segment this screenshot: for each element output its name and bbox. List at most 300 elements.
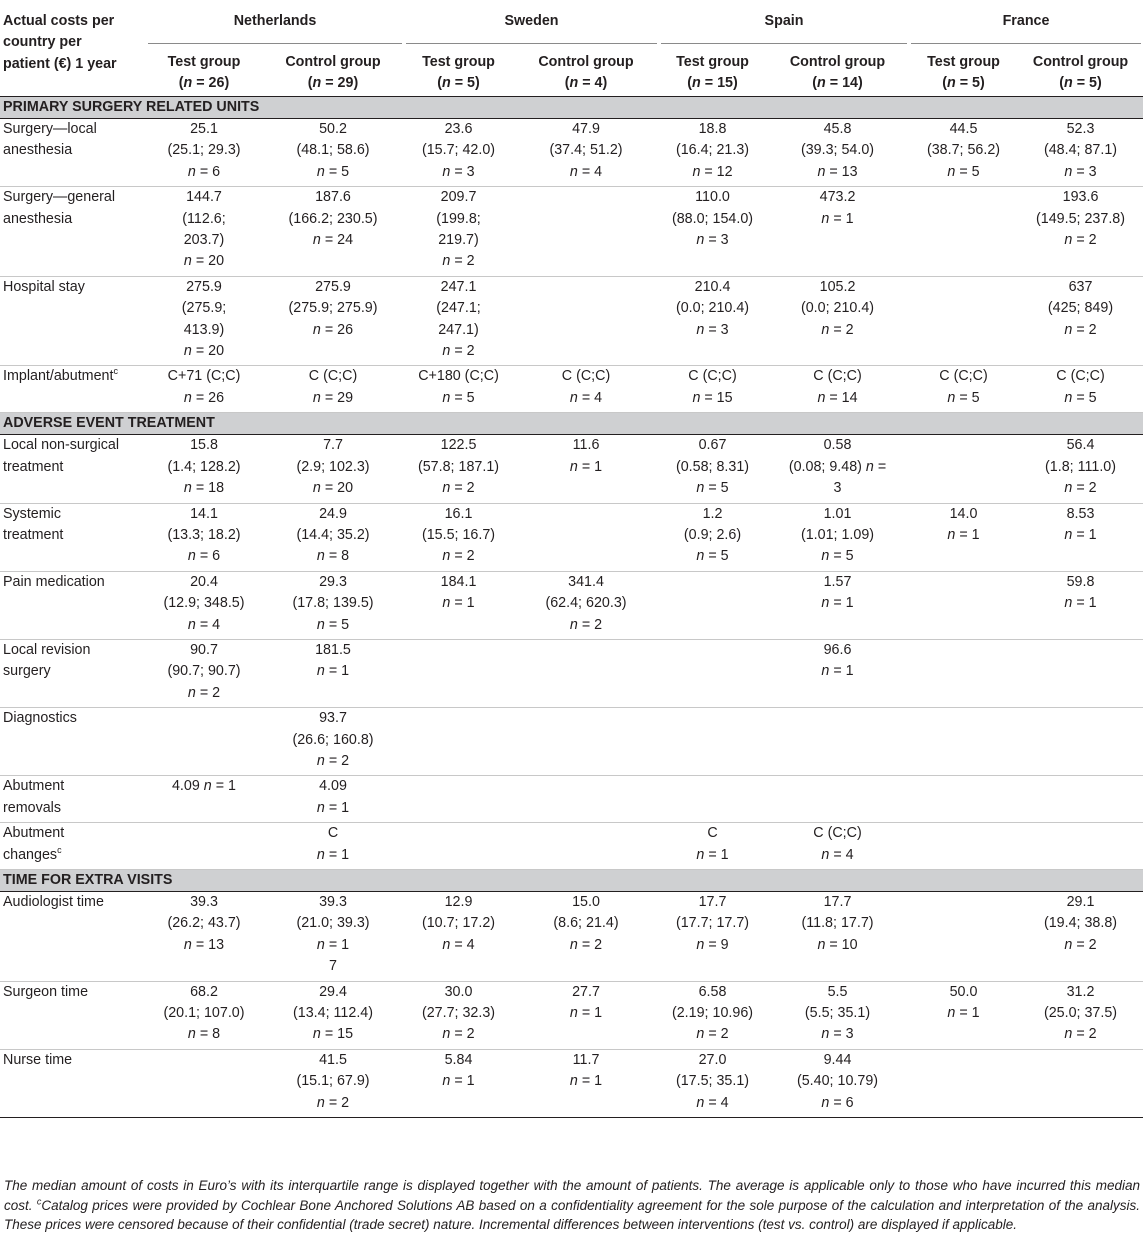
table-row	[0, 981, 1143, 1049]
value-line: n = 2	[442, 548, 475, 565]
row-label	[0, 276, 146, 366]
value-cell	[404, 639, 513, 707]
value-line: n = 12	[692, 163, 733, 180]
value-line: 29.3	[319, 573, 347, 590]
value-line: n = 2	[1064, 480, 1097, 497]
value-cell	[1018, 981, 1143, 1049]
value-line: (15.5; 16.7)	[421, 526, 496, 543]
group-n: (n = 29)	[307, 75, 359, 92]
row-label	[0, 981, 146, 1049]
value-line: 41.5	[319, 1051, 347, 1068]
row-label	[0, 571, 146, 639]
value-cell	[766, 503, 909, 571]
value-line: n = 1	[316, 799, 350, 816]
group-name: Test group	[422, 54, 495, 70]
value-line: (5.40; 10.79)	[796, 1073, 879, 1090]
value-line: n = 1	[1064, 595, 1097, 612]
value-line: n = 15	[692, 389, 733, 406]
value-line: n = 2	[316, 1094, 350, 1111]
value-line: (275.9; 275.9)	[288, 300, 378, 317]
value-line: (26.6; 160.8)	[292, 731, 374, 748]
value-cell	[1018, 892, 1143, 982]
value-line: n = 3	[1064, 163, 1097, 180]
value-line: (48.1; 58.6)	[296, 142, 370, 159]
value-cell	[1018, 276, 1143, 366]
value-line: n = 2	[821, 321, 854, 338]
value-line: (2.19; 10.96)	[671, 1005, 754, 1022]
value-line: (1.8; 111.0)	[1045, 458, 1117, 475]
value-line: (112.6;	[182, 210, 226, 227]
value-line: n = 20	[183, 343, 225, 360]
value-cell	[404, 708, 513, 776]
value-line: n = 13	[817, 163, 858, 180]
section-title: TIME FOR EXTRA VISITS	[0, 870, 1143, 892]
table-row	[0, 708, 1143, 776]
value-cell	[146, 119, 262, 187]
value-line: (0.0; 210.4)	[675, 300, 750, 317]
value-line: (199.8;	[436, 210, 481, 227]
value-cell	[766, 776, 909, 823]
value-line: n = 3	[696, 321, 729, 338]
value-line: n = 4	[187, 616, 221, 633]
value-line: n = 3	[696, 232, 729, 249]
value-line: 39.3	[190, 894, 218, 910]
value-line: 0.67	[698, 437, 727, 454]
group-header-row	[0, 44, 1143, 97]
section-header-row	[0, 413, 1143, 435]
value-line: n = 13	[183, 936, 225, 953]
corner-label-line: patient (€) 1 year	[3, 55, 117, 72]
value-line: n = 1	[821, 663, 854, 680]
value-line: 275.9	[186, 278, 222, 295]
value-line: 44.5	[949, 121, 978, 137]
value-cell	[513, 119, 659, 187]
value-cell	[146, 276, 262, 366]
value-line: (8.6; 21.4)	[553, 915, 619, 932]
value-cell	[1018, 639, 1143, 707]
value-line: 96.6	[823, 641, 852, 658]
value-cell	[146, 981, 262, 1049]
value-line: (25.1; 29.3)	[167, 142, 241, 159]
value-cell	[659, 892, 766, 982]
value-line: 29.4	[319, 983, 347, 1000]
group-n: (n = 4)	[564, 75, 608, 92]
value-cell	[659, 639, 766, 707]
corner-label-line: Actual costs per	[3, 13, 115, 29]
value-cell	[909, 639, 1018, 707]
table-row	[0, 366, 1143, 413]
value-cell	[909, 435, 1018, 503]
value-line: 209.7	[440, 189, 477, 206]
value-line: n = 2	[696, 1026, 729, 1043]
value-line: 5.84	[444, 1051, 473, 1068]
table-row	[0, 1049, 1143, 1117]
table-row	[0, 119, 1143, 187]
value-line: 7	[329, 958, 337, 975]
value-line: C (C;C)	[561, 368, 611, 385]
value-cell	[766, 892, 909, 982]
value-line: n = 2	[442, 343, 475, 360]
value-cell	[909, 571, 1018, 639]
value-line: (20.1; 107.0)	[163, 1005, 245, 1022]
group-header	[766, 44, 909, 97]
value-cell	[262, 366, 404, 413]
row-label-line: Abutment	[3, 825, 65, 842]
row-label	[0, 119, 146, 187]
value-line: 210.4	[694, 278, 731, 295]
value-line: (15.1; 67.9)	[296, 1073, 370, 1090]
value-line: 3	[833, 480, 842, 497]
footnote-marker: c	[113, 366, 118, 377]
value-line: n = 3	[821, 1026, 854, 1043]
value-cell	[262, 435, 404, 503]
value-cell	[1018, 708, 1143, 776]
value-line: 39.3	[319, 894, 347, 910]
value-cell	[513, 435, 659, 503]
table-row	[0, 571, 1143, 639]
value-cell	[513, 571, 659, 639]
value-cell	[404, 435, 513, 503]
value-line: 275.9	[315, 278, 351, 295]
value-line: n = 8	[316, 548, 350, 565]
value-cell	[404, 366, 513, 413]
value-line: 144.7	[186, 189, 222, 206]
value-line: n = 26	[312, 321, 354, 338]
value-cell	[659, 187, 766, 277]
value-line: 4.09	[319, 778, 347, 795]
group-n: (n = 26)	[178, 75, 230, 92]
value-line: 187.6	[315, 189, 351, 206]
value-cell	[1018, 366, 1143, 413]
value-line: C+180 (C;C)	[418, 368, 499, 385]
value-line: 341.4	[568, 573, 604, 590]
value-cell	[659, 276, 766, 366]
value-line: (16.4; 21.3)	[675, 142, 750, 159]
value-line: n = 29	[312, 389, 354, 406]
value-line: 110.0	[695, 189, 730, 206]
row-label-line-wrap	[3, 845, 146, 866]
value-line: (247.1;	[436, 300, 481, 317]
value-cell	[909, 776, 1018, 823]
value-line: n = 20	[183, 253, 225, 270]
value-line: 59.8	[1066, 573, 1095, 590]
value-cell	[1018, 119, 1143, 187]
value-cell	[404, 1049, 513, 1117]
row-label	[0, 1049, 146, 1117]
value-line: 1.2	[702, 505, 723, 522]
value-line: 11.7	[572, 1051, 600, 1068]
value-line: (48.4; 87.1)	[1043, 142, 1118, 159]
group-n: (n = 5)	[1059, 75, 1102, 92]
value-line: n = 5	[947, 163, 980, 180]
value-line: C (C;C)	[939, 368, 988, 385]
value-line: 50.2	[319, 121, 347, 137]
value-cell	[1018, 823, 1143, 870]
value-line: 193.6	[1062, 189, 1099, 206]
value-cell	[404, 776, 513, 823]
value-line: C (C;C)	[813, 368, 862, 385]
value-line: n = 4	[569, 389, 603, 406]
group-header	[659, 44, 766, 97]
row-label-line: Systemic	[3, 505, 61, 522]
value-line: 5.5	[827, 983, 848, 1000]
value-cell	[513, 776, 659, 823]
value-line: (38.7; 56.2)	[926, 142, 1001, 159]
value-cell	[1018, 435, 1143, 503]
value-line: 637	[1068, 278, 1093, 295]
value-line: n = 5	[696, 548, 729, 565]
value-cell	[1018, 776, 1143, 823]
value-line: (149.5; 237.8)	[1036, 210, 1126, 227]
value-cell	[262, 571, 404, 639]
value-cell	[404, 571, 513, 639]
value-cell	[766, 708, 909, 776]
value-cell	[766, 276, 909, 366]
value-cell	[766, 571, 909, 639]
value-line: (275.9;	[181, 300, 227, 317]
value-line: n = 2	[442, 253, 475, 270]
value-cell	[146, 435, 262, 503]
group-n: (n = 15)	[687, 75, 738, 92]
value-line: (0.0; 210.4)	[800, 300, 875, 317]
row-label-line-wrap	[3, 366, 146, 387]
group-header	[1018, 44, 1143, 97]
value-cell	[513, 366, 659, 413]
value-line: 56.4	[1066, 437, 1095, 454]
table-row	[0, 276, 1143, 366]
value-line: 247.1)	[438, 321, 479, 338]
row-label-line: Implant/abutment	[3, 368, 114, 385]
value-cell	[766, 639, 909, 707]
value-line: 18.8	[698, 121, 727, 137]
footnote-text-1: The median amount of costs in Euro’s with its interquartile range is displayed together with the amount of patients. The average is applicable only to those who have incurred this median cost.	[4, 1178, 1140, 1213]
value-line: n = 5	[1064, 389, 1097, 406]
value-line: n = 2	[1064, 1026, 1097, 1043]
value-line: (26.2; 43.7)	[167, 915, 241, 932]
value-line: 122.5	[440, 437, 477, 454]
value-cell	[513, 892, 659, 982]
value-line: 16.1	[444, 505, 473, 522]
group-name: Control group	[538, 54, 634, 70]
country-header-row	[0, 0, 1143, 44]
value-line: 15.0	[572, 894, 600, 910]
value-cell	[1018, 187, 1143, 277]
value-cell	[659, 981, 766, 1049]
value-line: 50.0	[949, 983, 978, 1000]
value-cell	[262, 1049, 404, 1117]
value-cell	[909, 366, 1018, 413]
value-line: 90.7	[190, 641, 218, 658]
value-cell	[262, 892, 404, 982]
value-line: (62.4; 620.3)	[545, 595, 627, 612]
value-line: n = 2	[442, 480, 475, 497]
value-cell	[146, 639, 262, 707]
row-label-line: Nurse time	[3, 1051, 73, 1068]
value-line: n = 6	[187, 548, 221, 565]
value-cell	[909, 892, 1018, 982]
value-line: 105.2	[819, 278, 856, 295]
value-cell	[909, 503, 1018, 571]
row-label-line: Abutment	[3, 778, 65, 795]
value-cell	[1018, 571, 1143, 639]
value-cell	[262, 639, 404, 707]
value-line: 17.7	[823, 894, 852, 910]
value-line: (15.7; 42.0)	[421, 142, 496, 159]
value-line: n = 20	[312, 480, 354, 497]
value-line: n = 2	[569, 616, 603, 633]
row-label	[0, 187, 146, 277]
value-line: 473.2	[819, 189, 856, 206]
row-label-line: Audiologist time	[3, 894, 104, 910]
value-line: 7.7	[323, 437, 343, 454]
value-cell	[513, 503, 659, 571]
value-line: (39.3; 54.0)	[800, 142, 875, 159]
value-line: 219.7)	[438, 232, 479, 249]
value-cell	[766, 981, 909, 1049]
value-cell	[262, 503, 404, 571]
group-name: Control group	[789, 54, 886, 70]
value-line: n = 1	[947, 1005, 980, 1022]
group-header	[262, 44, 404, 97]
value-line: 29.1	[1066, 894, 1095, 910]
value-line: n = 5	[316, 616, 350, 633]
value-line: 8.53	[1066, 505, 1095, 522]
value-line: (13.4; 112.4)	[293, 1005, 374, 1022]
row-label-line: removals	[3, 799, 61, 816]
group-header	[146, 44, 262, 97]
value-cell	[909, 276, 1018, 366]
value-cell	[262, 981, 404, 1049]
value-line: (25.0; 37.5)	[1043, 1005, 1118, 1022]
group-name: Control group	[285, 54, 381, 70]
value-cell	[146, 366, 262, 413]
group-name: Test group	[927, 54, 1000, 70]
value-cell	[513, 1049, 659, 1117]
row-label-line: treatment	[3, 458, 64, 475]
row-label-line: Surgery—local	[3, 121, 97, 137]
value-line: n = 15	[312, 1026, 354, 1043]
row-label	[0, 366, 146, 413]
value-cell	[513, 639, 659, 707]
row-label	[0, 639, 146, 707]
group-n: (n = 5)	[942, 75, 985, 92]
value-line: (12.9; 348.5)	[163, 595, 245, 612]
value-line: 17.7	[698, 894, 727, 910]
value-cell	[513, 981, 659, 1049]
value-line: (1.4; 128.2)	[167, 458, 241, 475]
value-line: 15.8	[190, 437, 218, 454]
value-cell	[659, 503, 766, 571]
row-label	[0, 776, 146, 823]
value-line: C	[327, 825, 339, 842]
footnote-text-2: Catalog prices were provided by Cochlear Bone Anchored Solutions AB based on a confidentiality agreement for the sole purpose of the calculation and interpretation of the analysis. These prices were censored because of their confidential (trade secret) nature. Incremental differences between interventions (test vs. control) are displayed if applicable.	[4, 1197, 1140, 1232]
group-name: Test group	[167, 54, 241, 70]
value-line: (90.7; 90.7)	[167, 663, 241, 680]
value-cell	[766, 187, 909, 277]
value-line: n = 18	[183, 480, 225, 497]
value-line: 14.1	[190, 505, 218, 522]
value-line: (5.5; 35.1)	[804, 1005, 871, 1022]
value-cell	[1018, 1049, 1143, 1117]
value-line: n = 1	[821, 210, 854, 227]
value-line: (0.58; 8.31)	[675, 458, 750, 475]
value-line: 4.09 n = 1	[171, 778, 236, 795]
value-cell	[766, 366, 909, 413]
value-cell	[404, 892, 513, 982]
row-label-line: Local revision	[3, 641, 91, 658]
value-line: (0.08; 9.48) n =	[788, 458, 887, 475]
value-cell	[146, 776, 262, 823]
row-label	[0, 503, 146, 571]
value-cell	[513, 276, 659, 366]
row-label	[0, 892, 146, 982]
group-header	[909, 44, 1018, 97]
value-cell	[659, 823, 766, 870]
value-line: (57.8; 187.1)	[417, 458, 500, 475]
country-header-france: France	[909, 0, 1143, 44]
value-line: 47.9	[572, 121, 600, 137]
group-header	[513, 44, 659, 97]
value-cell	[659, 119, 766, 187]
value-line: C (C;C)	[308, 368, 358, 385]
value-line: n = 24	[312, 232, 354, 249]
value-line: n = 5	[821, 548, 854, 565]
value-cell	[404, 119, 513, 187]
row-label	[0, 435, 146, 503]
value-line: n = 1	[569, 458, 603, 475]
section-title: ADVERSE EVENT TREATMENT	[0, 413, 1143, 435]
value-cell	[659, 776, 766, 823]
value-line: (10.7; 17.2)	[421, 915, 496, 932]
value-line: n = 2	[1064, 321, 1097, 338]
value-line: n = 1	[442, 595, 475, 612]
value-line: n = 2	[442, 1026, 475, 1043]
value-line: (11.8; 17.7)	[801, 915, 874, 932]
row-label-line: Surgery—general	[3, 189, 116, 206]
value-line: n = 2	[187, 684, 221, 701]
group-name: Test group	[676, 54, 749, 70]
value-line: n = 5	[696, 480, 729, 497]
section-title: PRIMARY SURGERY RELATED UNITS	[0, 97, 1143, 119]
value-line: (27.7; 32.3)	[421, 1005, 496, 1022]
row-label-line: changes	[3, 846, 58, 863]
value-line: C (C;C)	[688, 368, 737, 385]
value-line: n = 1	[442, 1073, 475, 1090]
value-line: C (C;C)	[1056, 368, 1105, 385]
value-line: 0.58	[823, 437, 852, 454]
value-line: n = 4	[821, 846, 854, 863]
value-cell	[146, 892, 262, 982]
value-cell	[404, 823, 513, 870]
value-line: n = 14	[817, 389, 858, 406]
value-line: n = 1	[569, 1005, 603, 1022]
row-label	[0, 708, 146, 776]
value-line: 31.2	[1066, 983, 1095, 1000]
value-cell	[909, 823, 1018, 870]
table-row	[0, 776, 1143, 823]
value-cell	[659, 708, 766, 776]
value-cell	[659, 1049, 766, 1117]
value-cell	[262, 776, 404, 823]
value-line: 27.0	[698, 1051, 727, 1068]
value-cell	[513, 823, 659, 870]
value-cell	[404, 276, 513, 366]
country-header-sweden: Sweden	[404, 0, 659, 44]
value-line: n = 2	[1064, 232, 1097, 249]
value-line: n = 3	[442, 163, 475, 180]
group-n: (n = 14)	[812, 75, 863, 92]
row-label-line: anesthesia	[3, 210, 73, 227]
